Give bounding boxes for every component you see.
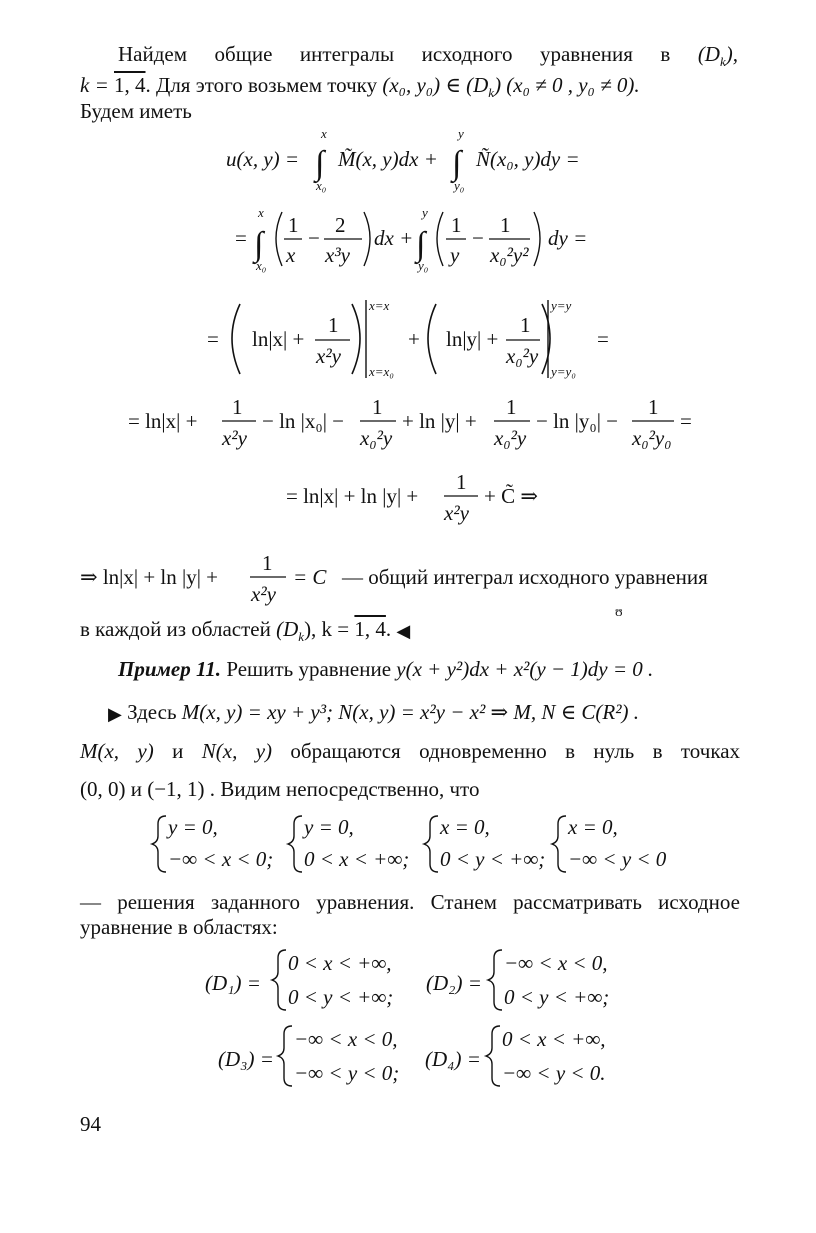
m-tilde-term: M̃(x, y)dx + xyxy=(338,147,438,171)
numerator: 1 xyxy=(372,395,383,419)
text-run: Найдем общие интегралы исходного уравнения в xyxy=(118,42,671,66)
paren-right xyxy=(534,212,540,266)
domain-label: (D₂) = xyxy=(426,971,482,995)
system-brace xyxy=(424,816,438,872)
domain-brace xyxy=(278,1026,292,1086)
numerator: 2 xyxy=(335,213,346,237)
domain-symbol: (D xyxy=(276,617,299,641)
system-top: x = 0, xyxy=(440,815,490,839)
system-brace xyxy=(288,816,302,872)
denominator: x²y xyxy=(316,344,341,368)
dx-plus: dx + xyxy=(374,226,414,250)
point-condition: ) (x₀ ≠ 0 , y₀ ≠ 0). xyxy=(494,73,640,97)
domain-top: 0 < x < +∞, xyxy=(288,951,392,975)
numerator: 1 xyxy=(328,313,339,337)
example-label: Пример 11. xyxy=(118,657,222,681)
denominator: y xyxy=(450,243,460,267)
domain-bottom: −∞ < y < 0. xyxy=(502,1061,606,1085)
text-run: в каждой из областей xyxy=(80,617,271,641)
example-line xyxy=(118,656,653,682)
text-run: Будем иметь xyxy=(80,99,192,123)
domain-top: −∞ < x < 0, xyxy=(294,1027,398,1051)
end-of-solution-icon: ◀ xyxy=(396,621,411,642)
system-brace xyxy=(152,816,166,872)
eq-sign: = xyxy=(207,327,219,351)
general-integral-tail: = C xyxy=(293,565,327,589)
text-run: . Для этого возьмем точку xyxy=(145,73,378,97)
numerator: 1 xyxy=(456,470,467,494)
lower-limit: y₀ xyxy=(418,258,429,273)
solution-line-3 xyxy=(80,776,479,802)
paragraph-line-2 xyxy=(80,72,640,101)
upper-limit: y xyxy=(458,126,464,141)
n-function: N(x, y) xyxy=(201,739,273,763)
points: (0, 0) и (−1, 1) . xyxy=(80,777,216,801)
eval-upper: x=x xyxy=(369,298,390,313)
period: . xyxy=(385,617,392,641)
domain-subscript: k xyxy=(719,54,726,70)
numerator: 1 xyxy=(648,395,659,419)
domain-top: −∞ < x < 0, xyxy=(504,951,608,975)
text-run: Решить уравнение xyxy=(226,657,392,681)
result-tail: + C̃ ⇒ xyxy=(484,484,538,508)
n-tilde-term: Ñ(x₀, y)dy = xyxy=(476,147,580,171)
expansion-term: + ln |y| + xyxy=(402,409,477,433)
k-symbol: k = xyxy=(80,73,114,97)
integral-derivation xyxy=(0,120,816,680)
example-equation: y(x + y²)dx + x²(y − 1)dy = 0 . xyxy=(396,657,654,681)
eval-lower: x=x₀ xyxy=(369,364,394,379)
denominator: x₀²y xyxy=(360,426,393,450)
numerator: 1 xyxy=(506,395,517,419)
denominator: x²y xyxy=(222,426,247,450)
plus-sign: + xyxy=(408,327,420,351)
lower-limit: x₀ xyxy=(316,178,327,193)
domain-label: (D₃) = xyxy=(218,1047,274,1071)
system-bottom: −∞ < x < 0; xyxy=(168,847,274,871)
domain-brace xyxy=(488,950,502,1010)
integral-sign: ∫ xyxy=(315,145,325,182)
domain-subscript: k xyxy=(298,629,305,645)
system-bottom: 0 < x < +∞; xyxy=(304,847,410,871)
after-systems-line-1 xyxy=(80,889,740,915)
solution-line-2 xyxy=(80,738,740,764)
paren-left xyxy=(428,304,436,374)
numerator: 1 xyxy=(520,313,531,337)
numerator: 1 xyxy=(451,213,462,237)
general-integral-text: — общий интеграл исходного уравнения xyxy=(342,565,708,589)
denominator: x₀²y₀ xyxy=(632,426,672,450)
numerator: 1 xyxy=(500,213,511,237)
point-math: (x₀, y₀) ∈ (D xyxy=(382,73,489,97)
ln-x-term: ln|x| + xyxy=(252,327,305,351)
domain-brace xyxy=(272,950,286,1010)
integral-sign: ∫ xyxy=(254,226,264,263)
domain-label: (D₁) = xyxy=(205,971,261,995)
paren-right xyxy=(352,304,360,374)
domain-top: 0 < x < +∞, xyxy=(502,1027,606,1051)
paren-left xyxy=(232,304,240,374)
expansion-term: − ln |x₀| − xyxy=(262,409,345,433)
result-term: = ln|x| + ln |y| + xyxy=(286,484,419,508)
domain-bottom: −∞ < y < 0; xyxy=(294,1061,400,1085)
text-run: и xyxy=(172,739,184,763)
domain-brace xyxy=(486,1026,500,1086)
upper-limit: x xyxy=(258,205,264,220)
domain-label: (D₄) = xyxy=(425,1047,481,1071)
lower-limit: x₀ xyxy=(256,258,267,273)
eq-sign: = xyxy=(680,409,692,433)
solution-line-1 xyxy=(108,699,639,727)
solution-math: M(x, y) = xy + y³; N(x, y) = x²y − x² ⇒ M, N ∈ C(R²) . xyxy=(181,700,640,724)
system-top: y = 0, xyxy=(304,815,354,839)
paren-right xyxy=(364,212,370,266)
text-run: уравнение в областях: xyxy=(80,915,278,939)
u-lhs: u(x, y) = xyxy=(226,147,300,171)
eq-sign: = xyxy=(235,226,247,250)
paren-left xyxy=(276,212,282,266)
minus-sign: − xyxy=(308,226,320,250)
lower-limit: y₀ xyxy=(454,178,465,193)
numerator: 1 xyxy=(288,213,299,237)
numerator: 1 xyxy=(262,551,273,575)
stray-mark: ʊ xyxy=(615,605,623,620)
expansion-term: = ln|x| + xyxy=(128,409,198,433)
domain-close: ), xyxy=(725,42,739,66)
denominator: x xyxy=(286,243,296,267)
eq-sign: = xyxy=(597,327,609,351)
eval-lower: y=y₀ xyxy=(551,364,576,379)
system-top: y = 0, xyxy=(168,815,218,839)
paragraph-line-1 xyxy=(118,41,739,70)
denominator: x³y xyxy=(325,243,350,267)
denominator: x₀²y xyxy=(506,344,539,368)
general-integral-line-2 xyxy=(80,616,410,644)
start-of-solution-icon: ▶ xyxy=(108,704,122,725)
k-range: 1, 4 xyxy=(114,73,146,97)
page-number: 94 xyxy=(80,1112,101,1136)
k-part: ), k = xyxy=(304,617,355,641)
upper-limit: y xyxy=(422,205,428,220)
domain-symbol: (D xyxy=(697,42,720,66)
integral-sign: ∫ xyxy=(416,226,426,263)
domain-bottom: 0 < y < +∞; xyxy=(504,985,610,1009)
denominator: x²y xyxy=(251,582,276,606)
system-top: x = 0, xyxy=(568,815,618,839)
domain-bottom: 0 < y < +∞; xyxy=(288,985,394,1009)
numerator: 1 xyxy=(232,395,243,419)
minus-sign: − xyxy=(472,226,484,250)
integral-sign: ∫ xyxy=(452,145,462,182)
solution-systems xyxy=(0,810,816,890)
expansion-term: − ln |y₀| − xyxy=(536,409,619,433)
dy-eq: dy = xyxy=(548,226,588,250)
system-bottom: 0 < y < +∞; xyxy=(440,847,546,871)
ln-y-term: ln|y| + xyxy=(446,327,499,351)
system-bottom: −∞ < y < 0 xyxy=(568,847,667,871)
text-run: Видим непосредственно, что xyxy=(220,777,480,801)
point-subscript: k xyxy=(488,85,495,101)
after-systems-line-2 xyxy=(80,914,278,940)
m-function: M(x, y) xyxy=(80,739,154,763)
paren-right xyxy=(542,304,550,374)
text-run: обращаются одновременно в нуль в точках xyxy=(290,739,741,763)
denominator: x₀²y xyxy=(494,426,527,450)
system-brace xyxy=(552,816,566,872)
paren-left xyxy=(437,212,443,266)
k-range: 1, 4 xyxy=(354,617,386,641)
text-run: Здесь xyxy=(127,700,177,724)
general-integral-lead: ⇒ ln|x| + ln |y| + xyxy=(80,565,219,589)
upper-limit: x xyxy=(321,126,327,141)
text-run: — решения заданного уравнения. Станем рассматривать исходное xyxy=(80,890,740,914)
domain-definitions xyxy=(0,944,816,1094)
denominator: x₀²y² xyxy=(490,243,529,267)
denominator: x²y xyxy=(444,501,469,525)
eval-upper: y=y xyxy=(551,298,572,313)
